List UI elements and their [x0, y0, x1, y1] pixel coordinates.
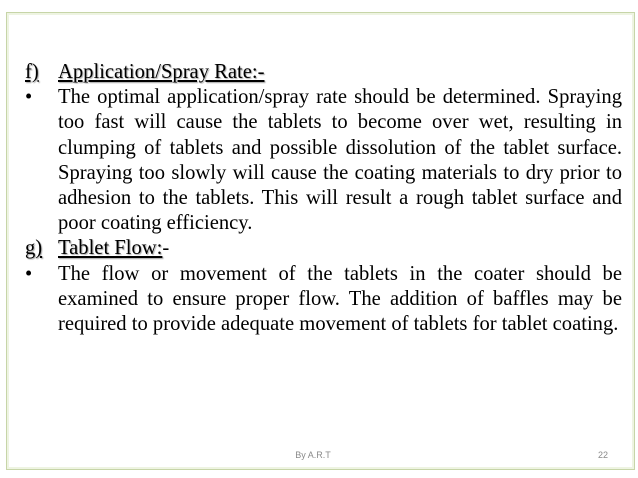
section-f-heading — [25, 60, 622, 85]
section-f-title — [58, 60, 622, 85]
section-g-title-text: Tablet Flow: — [58, 237, 163, 260]
slide — [6, 12, 635, 470]
bullet-icon: • — [25, 262, 33, 285]
section-g-title — [58, 236, 622, 261]
section-g-bullet-item — [25, 262, 622, 338]
footer-author: By A.R.T — [295, 450, 331, 460]
section-f-title-text: Application/Spray Rate:- — [58, 61, 265, 83]
section-g-title-suffix: - — [162, 237, 170, 260]
section-g-heading — [25, 236, 622, 261]
page-number: 22 — [597, 450, 608, 460]
section-g-marker: g) — [25, 237, 43, 260]
section-f-bullet-item — [25, 85, 622, 236]
section-f-body: The optimal application/spray rate should be determined. Spraying too fast will cause the tablets to become over wet, resulting in clumping of tablets and possible dissolution of the tablet surface. Spraying too slowly will cause the coating materials to dry prior to adhesion to the tablets. This will result a rough tablet surface and poor coating efficiency. — [58, 86, 622, 235]
bullet-icon: • — [25, 86, 33, 109]
slide-content — [25, 60, 622, 337]
section-g-body: The flow or movement of the tablets in the coater should be examined to ensure proper flow. The addition of baffles may be required to provide adequate movement of tablets for tablet coating. — [58, 262, 622, 336]
section-f-marker: f) — [25, 61, 39, 83]
